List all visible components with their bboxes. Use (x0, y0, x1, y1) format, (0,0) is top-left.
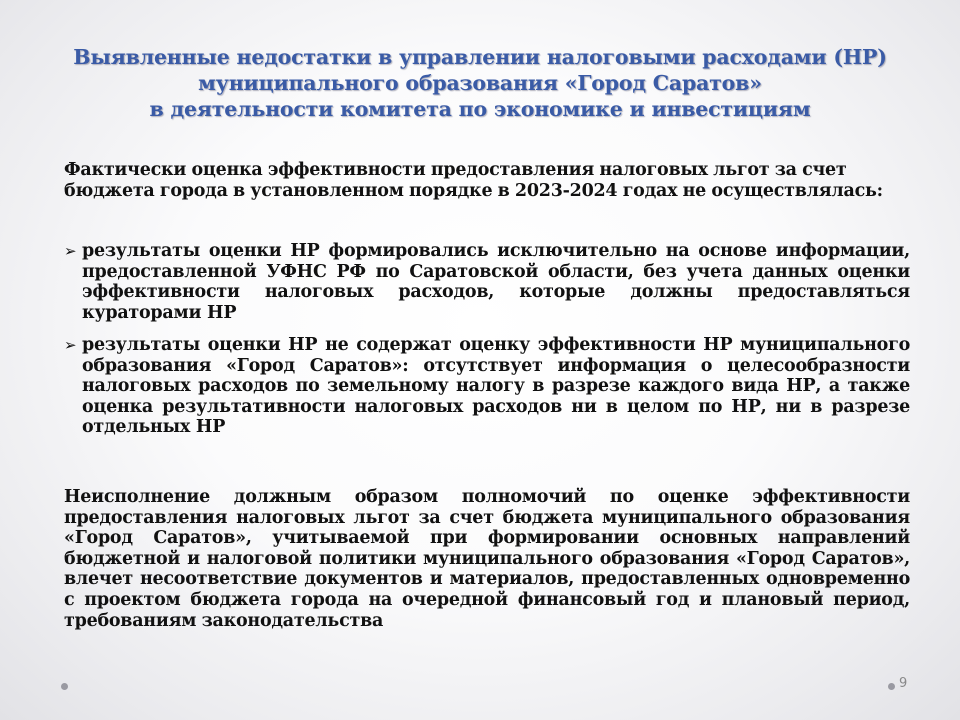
title-line-1: Выявленные недостатки в управлении налоговыми расходами (НР) (73, 45, 887, 69)
slide-title (60, 44, 900, 122)
arrow-bullet-icon: ➢ (64, 336, 77, 354)
bullet-item-2 (64, 335, 910, 438)
intro-line-1: Фактически оценка эффективности предоставления налоговых льгот за счет (64, 160, 847, 180)
intro-line-2: бюджета города в установленном порядке в 2023-2024 годах не осуществлялась: (64, 180, 883, 201)
bullet-text-1: результаты оценки НР формировались исключительно на основе информации, предоставленной УФНС РФ по Саратовской области, без учета данных оценки эффективности налоговых расходов, которые должны предоставляться кураторами НР (82, 241, 910, 323)
bullet-text-2: результаты оценки НР не содержат оценку эффективности НР муниципального образования «Город Саратов»: отсутствует информация о целесообразности налоговых расходов по земельному налогу в разрезе каждого вида НР, а также оценка результативности налоговых расходов ни в целом по НР, ни в разрезе отдельных НР (82, 335, 910, 438)
title-line-3: в деятельности комитета по экономике и инвестициям (149, 97, 811, 121)
footer-dot-right-icon (888, 683, 895, 690)
bullet-item-1 (64, 241, 910, 323)
title-line-2: муниципального образования «Город Саратов» (198, 71, 762, 95)
conclusion-paragraph: Неисполнение должным образом полномочий по оценке эффективности предоставления налоговых льгот за счет бюджета муниципального образования «Город Саратов», учитываемой при формировании основных направлений бюджетной и налоговой политики муниципального образования «Город Саратов», влечет несоответствие документов и материалов, предоставленных одновременно с проектом бюджета города на очередной финансовый год и плановый период, требованиям законодательства (64, 487, 910, 631)
page-number: 9 (899, 676, 908, 691)
intro-paragraph (64, 160, 910, 201)
arrow-bullet-icon: ➢ (64, 242, 77, 260)
footer-dot-left-icon (61, 683, 68, 690)
